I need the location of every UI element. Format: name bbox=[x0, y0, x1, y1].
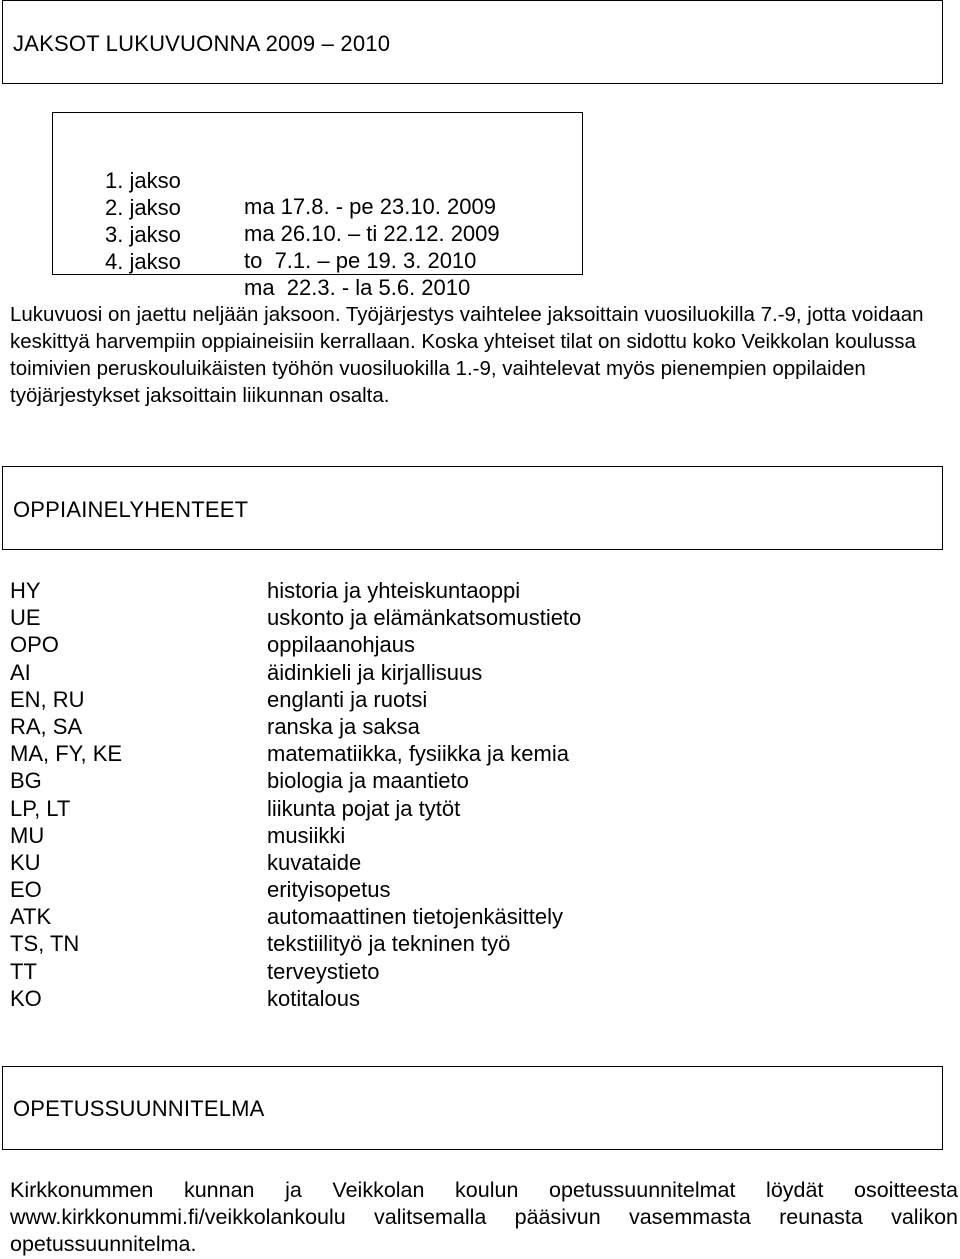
abbreviation-desc: englanti ja ruotsi bbox=[267, 686, 428, 712]
abbreviation-row bbox=[0, 876, 960, 903]
period-dates: ma 26.10. – ti 22.12. 2009 bbox=[244, 221, 500, 246]
abbreviation-code: EN, RU bbox=[10, 686, 85, 712]
period-name: 1. jakso bbox=[105, 168, 181, 193]
abbreviations-title: OPPIAINELYHENTEET bbox=[13, 497, 249, 522]
abbreviation-row bbox=[0, 795, 960, 822]
abbreviation-row bbox=[0, 822, 960, 849]
curriculum-title: OPETUSSUUNNITELMA bbox=[13, 1096, 265, 1121]
abbreviation-code: KU bbox=[10, 849, 41, 875]
abbreviation-code: KO bbox=[10, 985, 42, 1011]
abbreviations-box bbox=[2, 466, 943, 550]
abbreviation-code: MU bbox=[10, 822, 45, 848]
abbreviation-row bbox=[0, 631, 960, 658]
abbreviation-desc: uskonto ja elämänkatsomustieto bbox=[267, 605, 582, 631]
abbreviation-desc: biologia ja maantieto bbox=[267, 768, 469, 794]
abbreviation-row bbox=[0, 958, 960, 985]
title-box bbox=[2, 0, 943, 84]
abbreviation-code: EO bbox=[10, 877, 42, 903]
intro-paragraph: Lukuvuosi on jaettu neljään jaksoon. Työjärjestys vaihtelee jaksoittain vuosiluokilla 7.-9, jotta voidaan keskittyä harvempiin oppiaineisiin kerrallaan. Koska yhteiset tilat on sidottu koko Veikkolan koulussa toimivien peruskouluikäisten työhön vuosiluokilla 1.-9, vaihtelevat myös pienempien oppilaiden työjärjestykset jaksoittain liikunnan osalta. bbox=[10, 303, 924, 407]
period-name: 2. jakso bbox=[105, 195, 181, 220]
abbreviation-desc: kuvataide bbox=[267, 849, 362, 875]
abbreviation-code: TT bbox=[10, 958, 37, 984]
abbreviation-row bbox=[0, 985, 960, 1012]
abbreviation-desc: historia ja yhteiskuntaoppi bbox=[267, 578, 521, 603]
period-dates: to 7.1. – pe 19. 3. 2010 bbox=[244, 248, 477, 273]
abbreviation-code: LP, LT bbox=[10, 795, 71, 821]
abbreviation-row bbox=[0, 930, 960, 957]
abbreviation-row bbox=[0, 659, 960, 686]
page-title: JAKSOT LUKUVUONNA 2009 – 2010 bbox=[13, 31, 391, 56]
abbreviation-desc: kotitalous bbox=[267, 985, 360, 1011]
abbreviation-row bbox=[0, 713, 960, 740]
abbreviation-code: OPO bbox=[10, 632, 59, 658]
abbreviation-desc: terveystieto bbox=[267, 958, 380, 984]
abbreviation-row bbox=[0, 903, 960, 930]
abbreviation-code: UE bbox=[10, 605, 41, 631]
abbreviation-row bbox=[0, 849, 960, 876]
abbreviation-desc: oppilaanohjaus bbox=[267, 632, 416, 658]
abbreviation-code: TS, TN bbox=[10, 931, 80, 957]
curriculum-paragraph: Kirkkonummen kunnan ja Veikkolan koulun opetussuunnitelmat löydät osoitteesta www.kirkkonummi.fi/veikkolankoulu valitsemalla pääsivun vasemmasta reunasta valikon opetussuunnitelma. bbox=[10, 1178, 958, 1256]
abbreviation-desc: matematiikka, fysiikka ja kemia bbox=[267, 741, 569, 767]
abbreviation-code: MA, FY, KE bbox=[10, 741, 123, 767]
abbreviation-desc: automaattinen tietojenkäsittely bbox=[267, 904, 563, 930]
abbreviation-desc: äidinkieli ja kirjallisuus bbox=[267, 659, 483, 685]
abbreviation-row bbox=[0, 686, 960, 713]
abbreviation-row bbox=[0, 767, 960, 794]
period-name: 4. jakso bbox=[105, 249, 181, 274]
abbreviation-desc: liikunta pojat ja tytöt bbox=[267, 795, 461, 821]
abbreviation-row bbox=[0, 577, 960, 604]
abbreviation-desc: musiikki bbox=[267, 822, 346, 848]
abbreviations-list bbox=[0, 577, 960, 1012]
period-name: 3. jakso bbox=[105, 222, 181, 247]
period-dates: ma 17.8. - pe 23.10. 2009 bbox=[244, 194, 496, 219]
abbreviation-code: BG bbox=[10, 768, 42, 794]
periods-box bbox=[52, 112, 583, 300]
abbreviation-desc: ranska ja saksa bbox=[267, 713, 420, 739]
period-dates: ma 22.3. - la 5.6. 2010 bbox=[244, 275, 471, 300]
abbreviation-desc: tekstiilityö ja tekninen työ bbox=[267, 931, 511, 957]
abbreviation-code: AI bbox=[10, 659, 31, 685]
abbreviation-code: ATK bbox=[10, 904, 52, 930]
abbreviation-desc: erityisopetus bbox=[267, 877, 391, 903]
abbreviation-row bbox=[0, 604, 960, 631]
abbreviation-row bbox=[0, 740, 960, 767]
abbreviation-code: HY bbox=[10, 578, 41, 603]
curriculum-box bbox=[2, 1066, 943, 1150]
abbreviation-code: RA, SA bbox=[10, 713, 83, 739]
